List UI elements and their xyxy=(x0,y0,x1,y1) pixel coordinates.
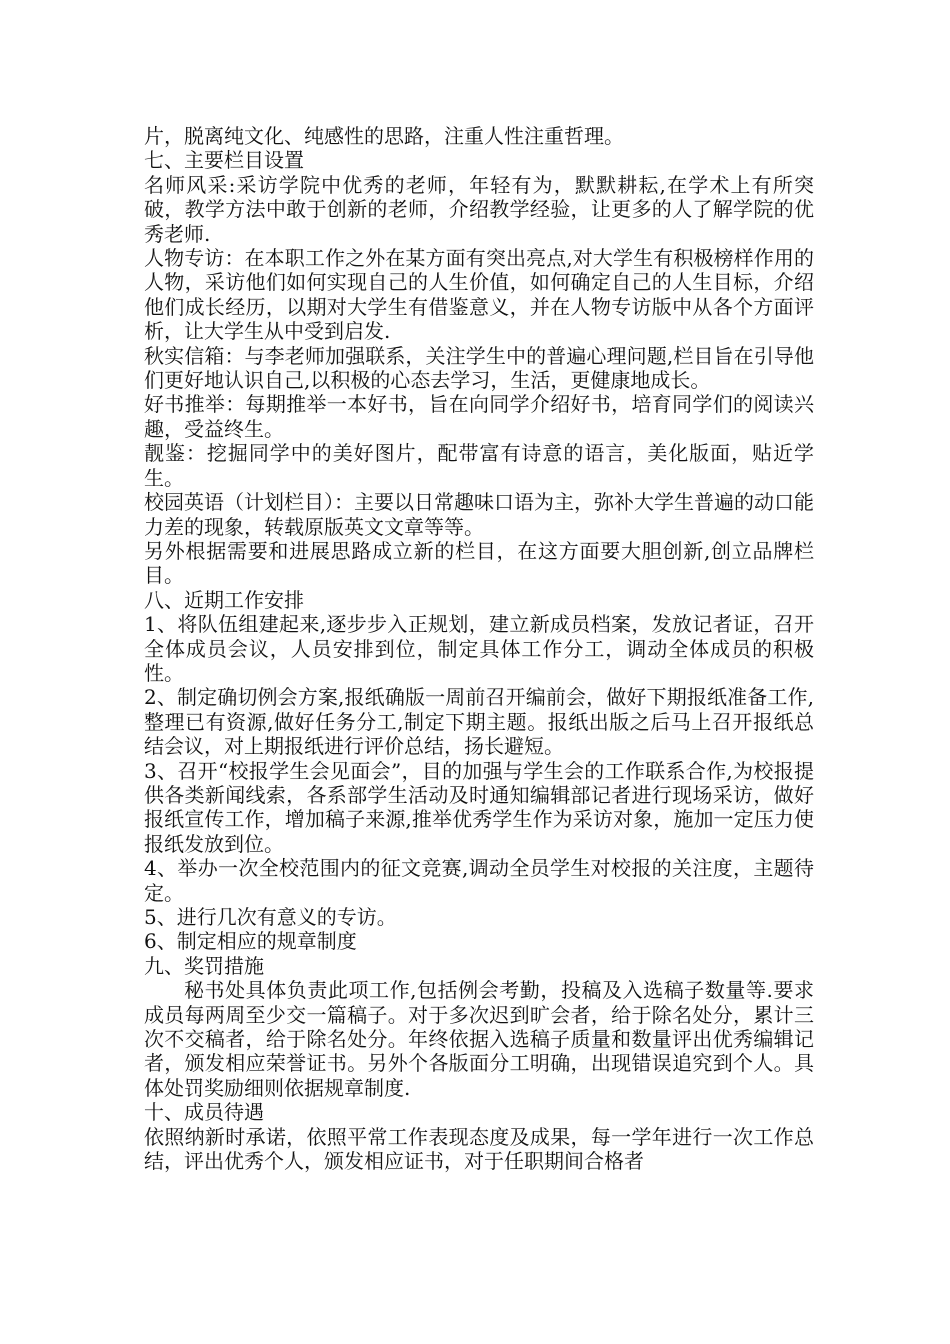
list-item-4: 4、举办一次全校范围内的征文竞赛,调动全员学生对校报的关注度，主题待定。 xyxy=(144,856,814,905)
paragraph-famous-teachers: 名师风采:采访学院中优秀的老师，年轻有为，默默耕耘,在学术上有所突破，教学方法中敢于创新的老师，介绍教学经验，让更多的人了解学院的优秀老师. xyxy=(144,172,814,246)
paragraph-photo-appreciation: 靓鉴：挖掘同学中的美好图片，配带富有诗意的语言，美化版面，贴近学生。 xyxy=(144,441,814,490)
paragraph-rewards: 秘书处具体负责此项工作,包括例会考勤，投稿及入选稿子数量等.要求成员每两周至少交一篇稿子。对于多次迟到旷会者，给于除名处分，累计三次不交稿者，给于除名处分。年终依据入选稿子质量和数量评出优秀编辑记者，颁发相应荣誉证书。另外个各版面分工明确，出现错误追究到个人。具体处罚奖励细则依据规章制度. xyxy=(144,978,814,1100)
paragraph-interviews: 人物专访：在本职工作之外在某方面有突出亮点,对大学生有积极榜样作用的人物，采访他们如何实现自己的人生价值，如何确定自己的人生目标，介绍他们成长经历，以期对大学生有借鉴意义，并在人物专访版中从各个方面评析，让大学生从中受到启发. xyxy=(144,246,814,344)
section-heading-recent-work: 八、近期工作安排 xyxy=(144,587,304,612)
paragraph-new-columns: 另外根据需要和进展思路成立新的栏目，在这方面要大胆创新,创立品牌栏目。 xyxy=(144,538,814,588)
list-item-3: 3、召开“校报学生会见面会”，目的加强与学生会的工作联系合作,为校报提供各类新闻线索，各系部学生活动及时通知编辑部记者进行现场采访，做好报纸宣传工作，增加稿子来源,推举优秀学生作为采访对象，施加一定压力使报纸发放到位。 xyxy=(144,758,814,856)
paragraph-member-benefits: 依照纳新时承诺，依照平常工作表现态度及成果，每一学年进行一次工作总结，评出优秀个人，颁发相应证书，对于任职期间合格者 xyxy=(144,1124,814,1174)
paragraph-book-recommendation: 好书推举：每期推举一本好书，旨在向同学介绍好书，培育同学们的阅读兴趣，受益终生。 xyxy=(144,392,814,441)
section-heading-member-benefits: 十、成员待遇 xyxy=(144,1100,264,1125)
list-item-2: 2、制定确切例会方案,报纸确版一周前召开编前会，做好下期报纸准备工作,整理已有资源,做好任务分工,制定下期主题。报纸出版之后马上召开报纸总结会议，对上期报纸进行评价总结，扬长避短。 xyxy=(144,685,814,759)
paragraph-continuation: 片，脱离纯文化、纯感性的思路，注重人性注重哲理。 xyxy=(144,124,624,148)
section-heading-rewards: 九、奖罚措施 xyxy=(144,953,264,978)
list-item-6: 6、制定相应的规章制度 xyxy=(144,929,357,954)
list-item-1: 1、将队伍组建起来,逐步步入正规划，建立新成员档案，发放记者证，召开全体成员会议，人员安排到位，制定具体工作分工，调动全体成员的积极性。 xyxy=(144,612,814,685)
paragraph-mailbox: 秋实信箱：与李老师加强联系，关注学生中的普遍心理问题,栏目旨在引导他们更好地认识自己,以积极的心态去学习，生活，更健康地成长。 xyxy=(144,343,814,393)
section-heading-columns: 七、主要栏目设置 xyxy=(144,148,304,173)
list-item-5: 5、进行几次有意义的专访。 xyxy=(144,905,397,929)
document-body xyxy=(144,124,814,1173)
paragraph-campus-english: 校园英语（计划栏目）：主要以日常趣味口语为主，弥补大学生普遍的动口能力差的现象，转载原版英文文章等等。 xyxy=(144,490,814,539)
